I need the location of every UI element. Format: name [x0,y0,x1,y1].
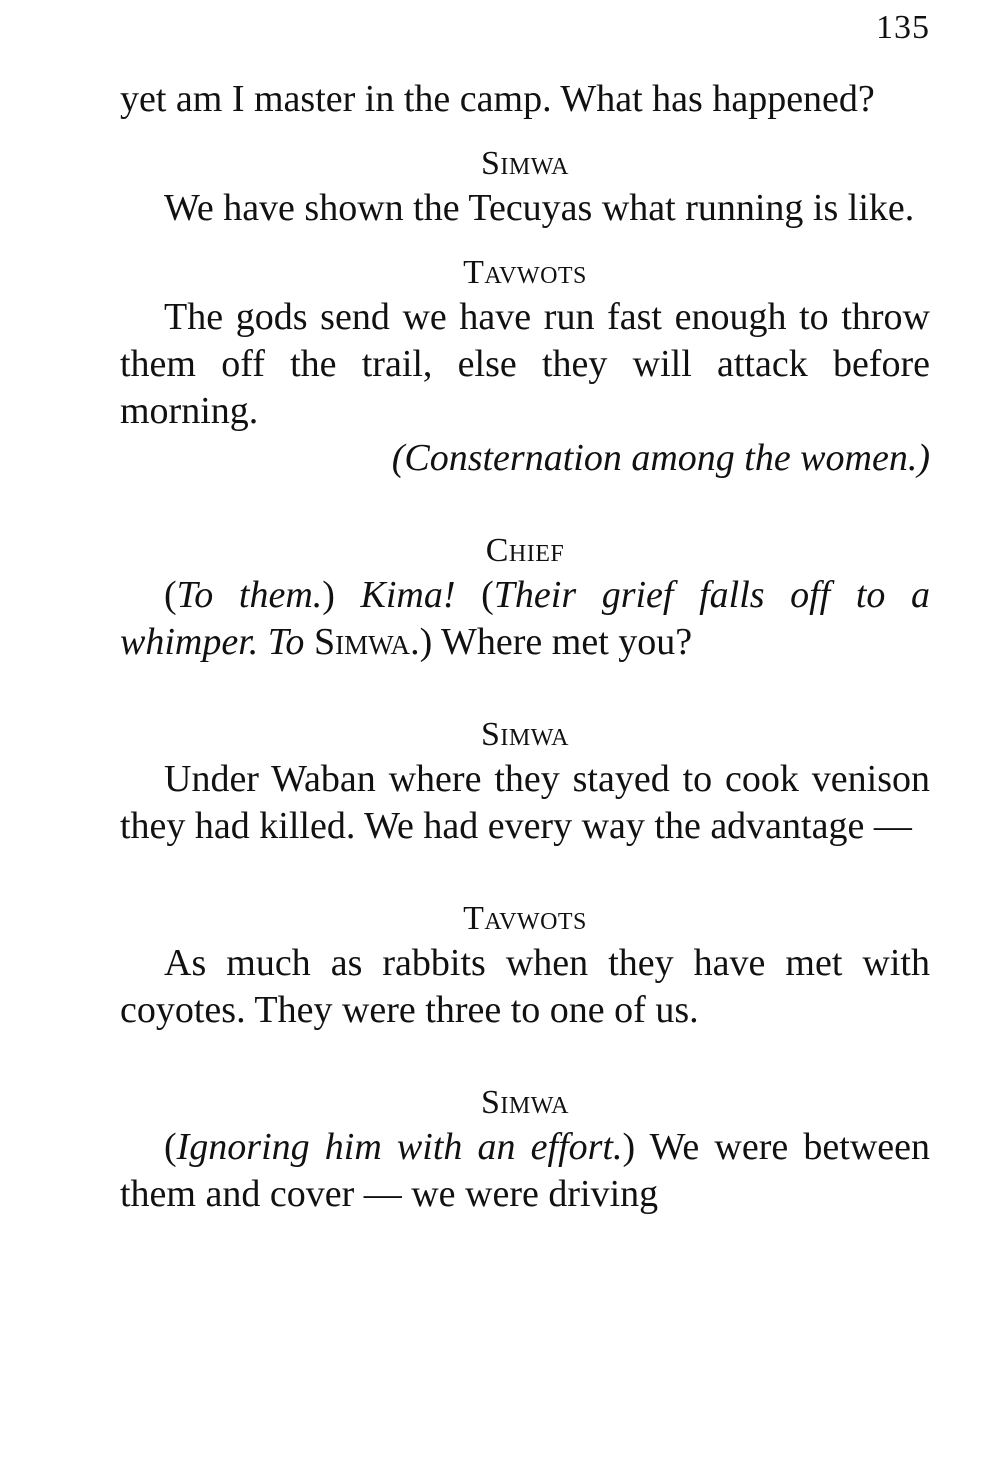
stage-direction: (Consternation among the women.) [391,437,930,479]
speaker-name: Chief [485,532,565,569]
text-run-italic: Ignoring him with an effort. [176,1126,623,1168]
speaker-name: Tavwots [463,900,587,937]
text-run: ( [455,574,494,616]
text-run-italic: Their grief falls off to a whimper. To [120,574,930,663]
dialogue-line: As much as rabbits when they have met with coyotes. They were three to one of us. [120,942,930,1031]
dialogue-line: The gods send we have run fast enough to throw them off the trail, else they will attack before morning. [120,296,930,432]
dialogue-line: We have shown the Tecuyas what running is like. [164,187,915,229]
speaker-name: Simwa [480,1084,570,1121]
paragraph-continuation: yet am I master in the camp. What has happened? [120,78,875,120]
text-block [120,76,930,1218]
text-run: .) Where met you? [410,621,693,663]
text-run: ) We were between them and cover — we were driving [120,1126,930,1215]
dialogue-line-mixed [120,572,930,666]
text-run-italic: Kima! [360,574,456,616]
speaker-name: Simwa [480,145,570,182]
dialogue-line-mixed [120,1124,930,1218]
text-run-small-caps: Simwa [313,621,411,663]
page-number: 135 [876,9,930,46]
speaker-name: Tavwots [463,254,587,291]
text-run: ( [164,574,177,616]
speaker-name: Simwa [480,716,570,753]
text-run-italic: To them. [176,574,323,616]
dialogue-line: Under Waban where they stayed to cook venison they had killed. We had every way the advantage — [120,758,930,847]
text-run: ( [164,1126,177,1168]
text-run: ) [322,574,361,616]
